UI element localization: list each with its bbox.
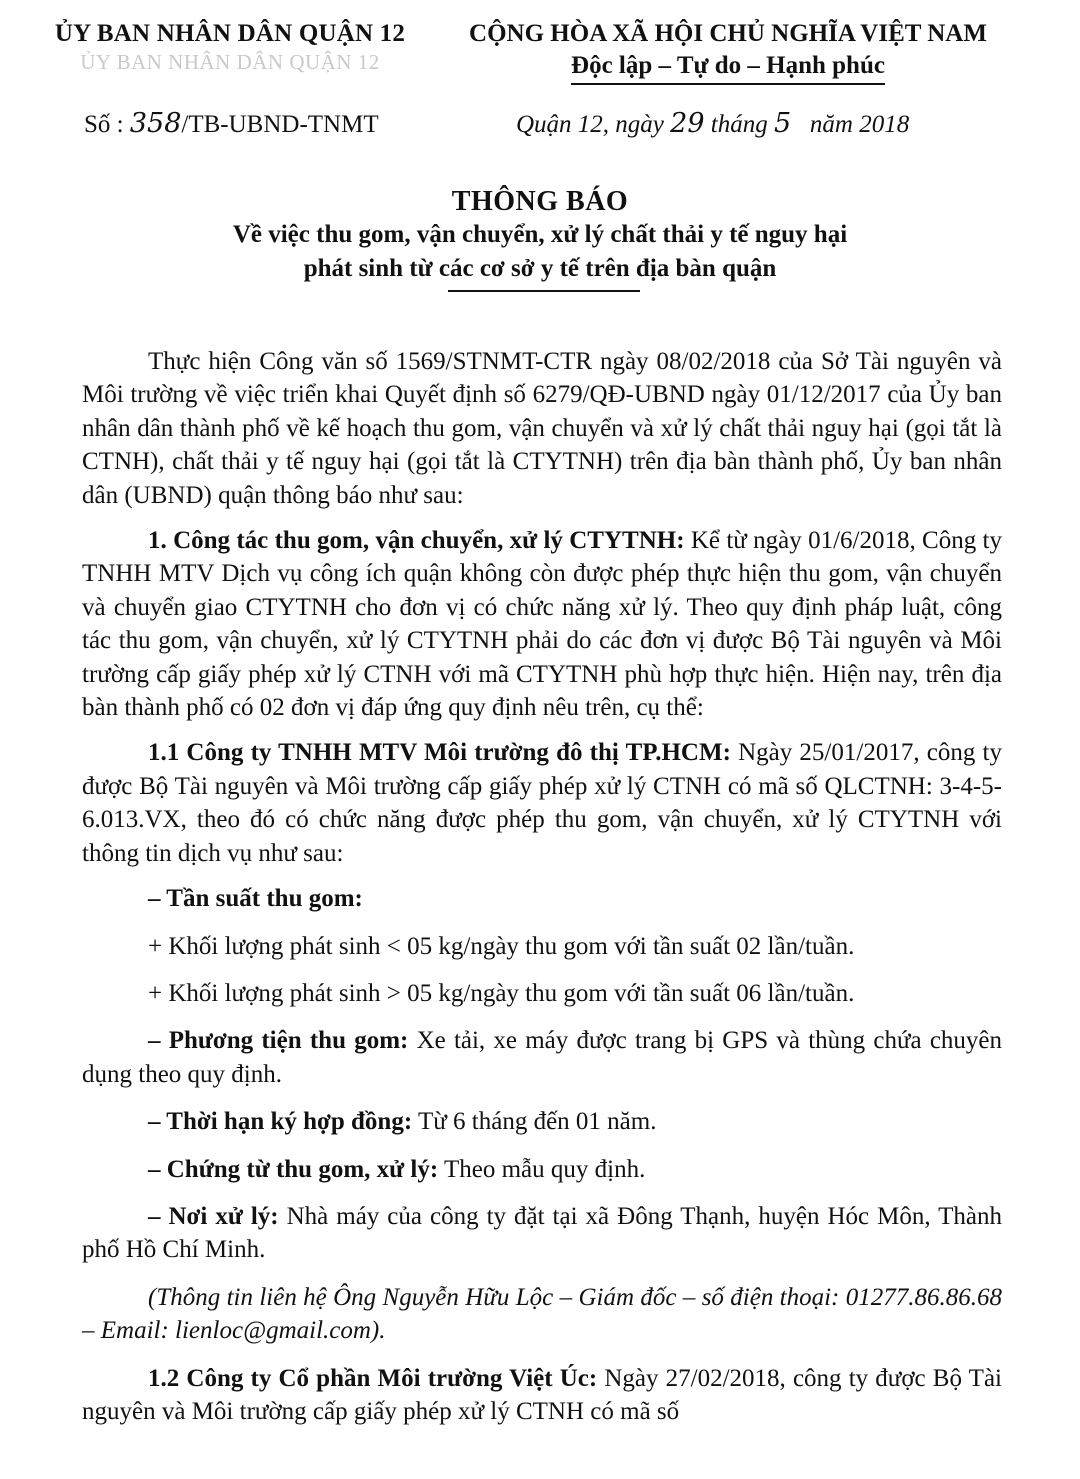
contact-paragraph: (Thông tin liên hệ Ông Nguyễn Hữu Lộc – Giám đốc – số điện thoại: 01277.86.86.68 – Email: lienloc@gmail.com). bbox=[82, 1283, 1002, 1345]
section-1-2-text: Ngày 27/02/2018, công ty được Bộ Tài nguyên và Môi trường cấp giấy phép xử lý CTNH có mã số bbox=[82, 1364, 1002, 1425]
document-number bbox=[84, 108, 379, 139]
issuer-stamp-imprint: ỦY BAN NHÂN DÂN QUẬN 12 bbox=[80, 50, 380, 74]
document-subject-line-1: Về việc thu gom, vận chuyển, xử lý chất thải y tế nguy hại bbox=[232, 221, 848, 248]
date-year: năm 2018 bbox=[791, 111, 910, 138]
documents-paragraph bbox=[82, 1153, 1002, 1186]
national-motto: Độc lập – Tự do – Hạnh phúc bbox=[571, 52, 885, 85]
date-day-handwritten: 29 bbox=[670, 108, 705, 139]
title-underline bbox=[448, 290, 640, 292]
documents-text: Theo mẫu quy định. bbox=[438, 1155, 646, 1183]
documents-heading: – Chứng từ thu gom, xử lý: bbox=[148, 1155, 439, 1183]
frequency-item-b: + Khối lượng phát sinh > 05 kg/ngày thu gom với tần suất 06 lần/tuần. bbox=[148, 979, 855, 1007]
vehicle-text: Xe tải, xe máy được trang bị GPS và thùng chứa chuyên dụng theo quy định. bbox=[82, 1027, 1003, 1088]
date-month-handwritten: 5 bbox=[773, 108, 792, 139]
document-title-block bbox=[0, 186, 1080, 292]
document-date bbox=[516, 108, 909, 139]
doc-no-prefix: Số : bbox=[84, 111, 130, 138]
date-place: Quận 12, ngày bbox=[516, 111, 671, 138]
term-paragraph bbox=[82, 1105, 1002, 1138]
national-heading bbox=[428, 20, 1028, 85]
doc-no-suffix: /TB-UBND-TNMT bbox=[181, 111, 379, 138]
section-1-heading: 1. Công tác thu gom, vận chuyển, xử lý CTYTNH: bbox=[148, 527, 685, 555]
place-paragraph bbox=[82, 1200, 1002, 1267]
country-name: CỘNG HÒA XÃ HỘI CHỦ NGHĨA VIỆT NAM bbox=[469, 20, 987, 47]
vehicle-heading: – Phương tiện thu gom: bbox=[148, 1027, 409, 1055]
section-1-paragraph bbox=[82, 524, 1002, 724]
intro-paragraph: Thực hiện Công văn số 1569/STNMT-CTR ngày 08/02/2018 của Sở Tài nguyên và Môi trường về việc triển khai Quyết định số 6279/QĐ-UBND ngày 01/12/2017 của Ủy ban nhân dân thành phố về kế hoạch thu gom, vận chuyển và xử lý chất thải nguy hại (gọi tắt là CTNH), chất thải y tế nguy hại (gọi tắt là CTYTNH) trên địa bàn thành phố, Ủy ban nhân dân (UBND) quận thông báo như sau: bbox=[82, 348, 1002, 509]
section-1-text: Kể từ ngày 01/6/2018, Công ty TNHH MTV Dịch vụ công ích quận không còn được phép thực hiện thu gom, vận chuyển và chuyển giao CTYTNH cho đơn vị có chức năng xử lý. Theo quy định pháp luật, công tác thu gom, vận chuyển, xử lý CTYTNH phải do các đơn vị được Bộ Tài nguyên và Môi trường cấp giấy phép xử lý CTNH với mã CTYTNH phù hợp thực hiện. Hiện nay, trên địa bàn thành phố có 02 đơn vị đáp ứng quy định nêu trên, cụ thể: bbox=[82, 527, 1002, 722]
vehicle-paragraph bbox=[82, 1024, 1002, 1091]
document-subject-line-2: phát sinh từ các cơ sở y tế trên địa bàn quận bbox=[303, 255, 777, 282]
frequency-heading-text: – Tần suất thu gom: bbox=[148, 885, 363, 913]
issuer-block bbox=[40, 20, 420, 75]
document-title: THÔNG BÁO bbox=[451, 186, 629, 217]
section-1-1-heading: 1.1 Công ty TNHH MTV Môi trường đô thị TP.HCM: bbox=[148, 739, 731, 767]
place-heading: – Nơi xử lý: bbox=[148, 1202, 279, 1230]
date-month-label: tháng bbox=[704, 111, 774, 138]
term-text: Từ 6 tháng đến 01 năm. bbox=[412, 1108, 657, 1136]
section-1-1-text: Ngày 25/01/2017, công ty được Bộ Tài nguyên và Môi trường cấp giấy phép xử lý CTNH có mã số QLCTNH: 3-4-5-6.013.VX, theo đó có chức năng được phép thu gom, vận chuyển, xử lý CTYTNH với thông tin dịch vụ như sau: bbox=[82, 739, 1002, 867]
issuer-name: ỦY BAN NHÂN DÂN QUẬN 12 bbox=[54, 20, 406, 47]
place-text: Nhà máy của công ty đặt tại xã Đông Thạnh, huyện Hóc Môn, Thành phố Hồ Chí Minh. bbox=[82, 1202, 1002, 1264]
frequency-item-a: + Khối lượng phát sinh < 05 kg/ngày thu gom với tần suất 02 lần/tuần. bbox=[148, 932, 855, 960]
section-1-2-paragraph bbox=[82, 1362, 1002, 1429]
term-heading: – Thời hạn ký hợp đồng: bbox=[148, 1108, 413, 1136]
document-body bbox=[82, 345, 1002, 1428]
section-1-2-heading: 1.2 Công ty Cổ phần Môi trường Việt Úc: bbox=[148, 1364, 598, 1392]
frequency-heading bbox=[82, 882, 1002, 915]
section-1-1-paragraph bbox=[82, 736, 1002, 870]
doc-no-handwritten: 358 bbox=[129, 108, 182, 139]
